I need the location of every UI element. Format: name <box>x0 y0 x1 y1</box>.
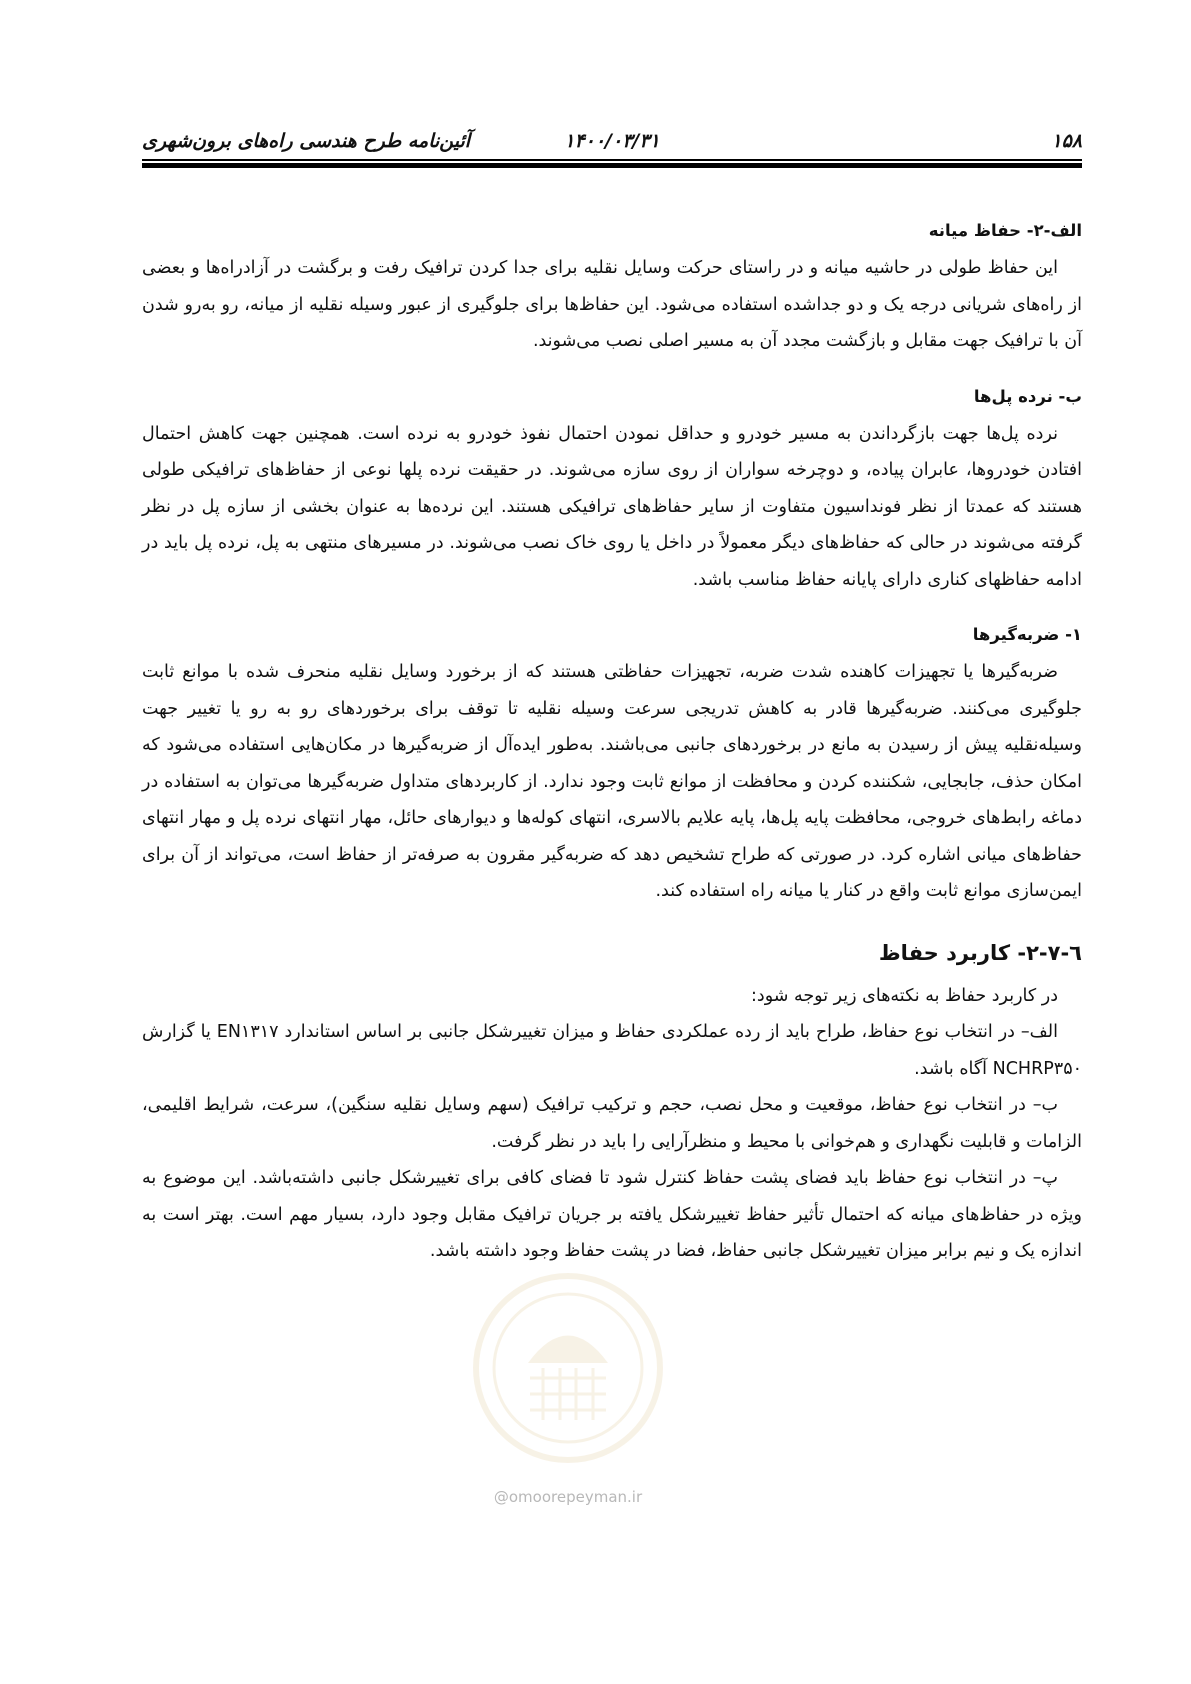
watermark-text: @omoorepeyman.ir <box>493 1488 643 1506</box>
list-item: پ– در انتخاب نوع حفاظ باید فضای پشت حفاظ کنترل شود تا فضای کافی برای تغییرشکل جانبی داشته‌باشد. این موضوع به ویژه در حفاظ‌های میانه که احتمال تأثیر حفاظ تغییرشکل یافته بر جریان ترافیک مقابل وجود دارد، بسیار مهم است. بهتر است به اندازه یک و نیم برابر میزان تغییرشکل جانبی حفاظ، فضا در پشت حفاظ وجود داشته باشد. <box>142 1168 1082 1261</box>
header-date: ۱۴۰۰/۰۳/۳۱ <box>564 130 660 152</box>
page-header <box>142 130 1082 160</box>
page-body <box>142 212 1082 1270</box>
paragraph-median-barrier: این حفاظ طولی در حاشیه میانه و در راستای حرکت وسایل نقلیه برای جدا کردن ترافیک رفت و برگشت در آزادراه‌ها و بعضی از راه‌های شریانی درجه یک و دو جداشده استفاده می‌شود. این حفاظ‌ها برای جلوگیری از عبور وسیله نقلیه از میانه، رو به‌رو شدن آن با ترافیک جهت مقابل و بازگشت مجدد آن به مسیر اصلی نصب می‌شوند. <box>142 258 1082 351</box>
paragraph-bridge-railing: نرده پل‌ها جهت بازگرداندن به مسیر خودرو و حداقل نمودن احتمال نفوذ خودرو به نرده است. همچنین جهت کاهش احتمال افتادن خودروها، عابران پیاده، و دوچرخه سواران از روی سازه می‌شوند. در حقیقت نرده پلها نوعی از حفاظ‌های ترافیکی طولی هستند که عمدتا از نظر فونداسیون متفاوت از سایر حفاظ‌های ترافیکی هستند. این نرده‌ها به عنوان بخشی از سازه پل در نظر گرفته می‌شوند در حالی که حفاظ‌های دیگر معمولاً در داخل یا روی خاک نصب می‌شوند. در مسیرهای منتهی به پل، نرده پل باید در ادامه حفاظهای کناری دارای پایانه حفاظ مناسب باشد. <box>142 423 1082 590</box>
heading-barrier-application: ٦-٧-٢- کاربرد حفاظ <box>878 940 1082 965</box>
page-number: ۱۵۸ <box>1051 130 1082 152</box>
header-title: آئین‌نامه طرح هندسی راه‌های برون‌شهری <box>142 130 471 152</box>
intro-barrier-application: در کاربرد حفاظ به نکته‌های زیر توجه شود: <box>751 985 1058 1006</box>
heading-median-barrier: الف-۲- حفاظ میانه <box>928 221 1082 240</box>
watermark-logo-icon <box>468 1268 668 1468</box>
list-item: الف– در انتخاب نوع حفاظ، طراح باید از رده عملکردی حفاظ و میزان تغییرشکل جانبی بر اساس استاندارد EN۱۳۱۷ یا گزارش NCHRP۳۵۰ آگاه باشد. <box>142 1022 1082 1079</box>
heading-crash-cushions: ۱- ضربه‌گیرها <box>972 625 1082 644</box>
heading-bridge-railing: ب- نرده پل‌ها <box>973 386 1082 406</box>
list-item: ب– در انتخاب نوع حفاظ، موقعیت و محل نصب، حجم و ترکیب ترافیک (سهم وسایل نقلیه سنگین)، سرعت، شرایط اقلیمی، الزامات و قابلیت نگهداری و هم‌خوانی با محیط و منظرآرایی را باید در نظر گرفت. <box>142 1095 1082 1152</box>
paragraph-crash-cushions: ضربه‌گیرها یا تجهیزات کاهنده شدت ضربه، تجهیزات حفاظتی هستند که از برخورد وسایل نقلیه منحرف شده با موانع ثابت جلوگیری می‌کنند. ضربه‌گیرها قادر به کاهش تدریجی سرعت وسیله نقلیه تا توقف برای برخوردهای رو به رو یا تغییر جهت وسیله‌نقلیه پیش از رسیدن به مانع در برخوردهای جانبی می‌باشند. به‌طور ایده‌آل از ضربه‌گیرها در مکان‌هایی استفاده می‌شود که امکان حذف، جابجایی، شکننده کردن و محافظت از موانع ثابت وجود ندارد. از کاربردهای متداول ضربه‌گیرها می‌توان به استفاده در دماغه رابط‌های خروجی، محافظت پایه پل‌ها، پایه علایم بالاسری، انتهای کوله‌ها و دیوارهای حائل، مهار انتهای نرده پل و مهار انتهای حفاظ‌های میانی اشاره کرد. در صورتی که طراح تشخیص دهد که ضربه‌گیر مقرون به صرفه‌تر از حفاظ است، می‌تواند از آن برای ایمن‌سازی موانع ثابت واقع در کنار یا میانه راه استفاده کند. <box>142 662 1082 901</box>
header-rule-thick <box>142 163 1082 168</box>
header-rule-thin <box>142 159 1082 161</box>
